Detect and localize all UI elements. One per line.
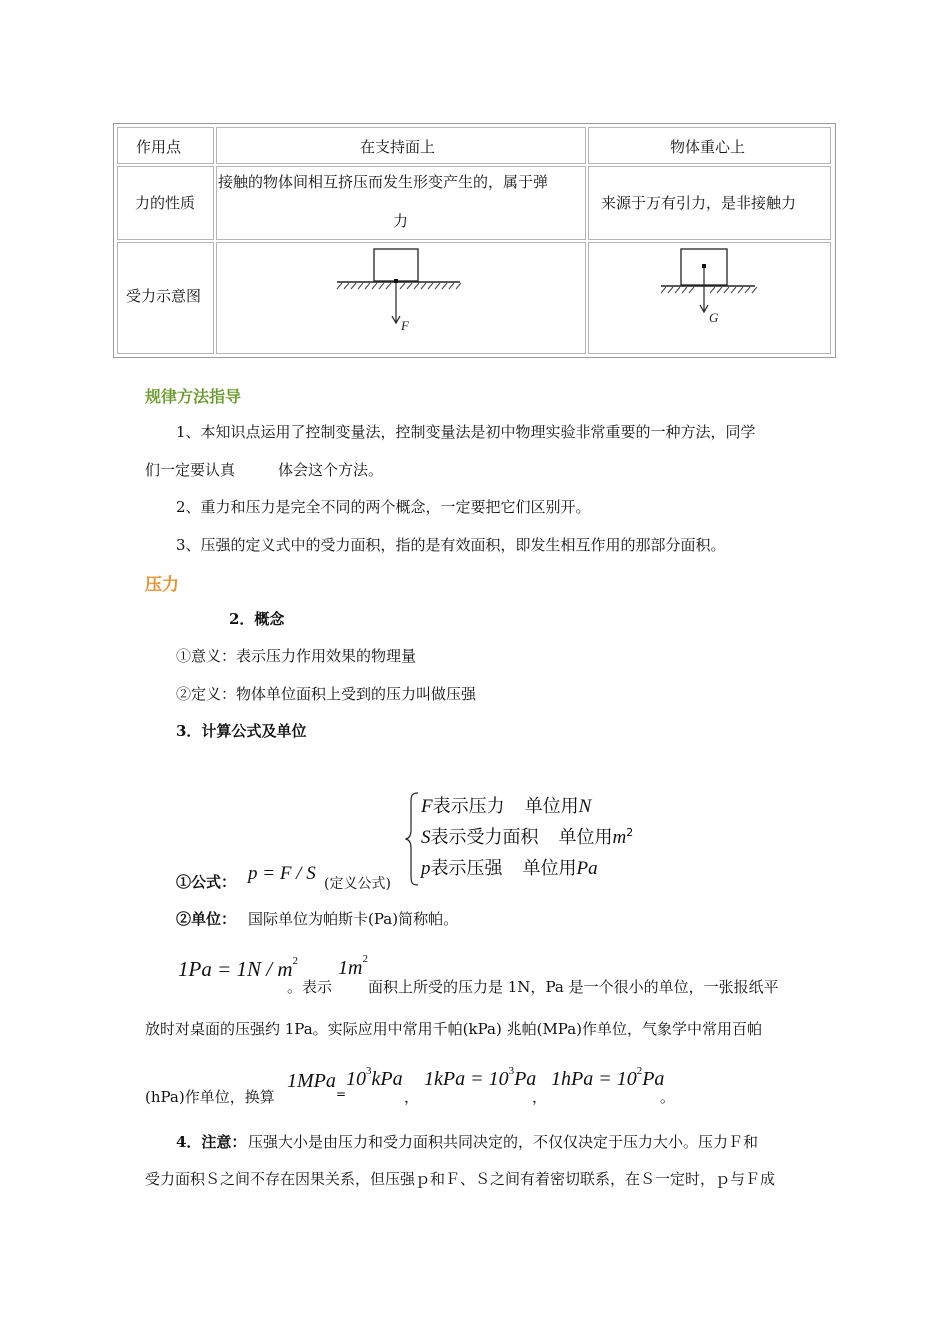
note-label: 4．注意： bbox=[176, 1133, 247, 1151]
unit-label: ②单位： bbox=[176, 910, 237, 928]
gravity-force-diagram bbox=[657, 246, 767, 346]
pressure-nature-line1: 接触的物体间相互挤压而发生形变产生的，属于弹 bbox=[218, 173, 549, 191]
hpa-prefix: (hPa)作单位，换算 bbox=[145, 1088, 275, 1106]
show-text: 。表示 bbox=[287, 978, 333, 996]
table-cell bbox=[588, 127, 831, 164]
brace-line-p: p表示压强 单位用Pa bbox=[421, 858, 598, 879]
pressure-force-diagram bbox=[332, 246, 472, 346]
formula-note: (定义公式) bbox=[324, 876, 391, 892]
period-end: 。 bbox=[660, 1088, 676, 1106]
note-line2: 受力面积Ｓ之间不存在因果关系，但压强ｐ和Ｆ、Ｓ之间有着密切联系，在Ｓ一定时，ｐ与Ｆ成 bbox=[145, 1170, 776, 1188]
table-cell bbox=[117, 127, 214, 164]
method-para1-line2a: 们一定要认真 bbox=[145, 461, 236, 479]
curly-brace-icon bbox=[405, 792, 419, 886]
pressure-action-point: 在支持面上 bbox=[360, 138, 436, 156]
method-para3: 3、压强的定义式中的受力面积，指的是有效面积，即发生相互作用的那部分面积。 bbox=[176, 536, 726, 554]
symbol-brace-block bbox=[405, 790, 665, 886]
definition-line: ②定义：物体单位面积上受到的压力叫做压强 bbox=[176, 685, 477, 703]
concept-heading: 2．概念 bbox=[229, 610, 285, 628]
row-label-force-nature: 力的性质 bbox=[135, 194, 196, 212]
conv-mpa-left: 1MPa bbox=[287, 1070, 336, 1092]
force-g-label: G bbox=[709, 310, 719, 325]
comma-2: ， bbox=[532, 1088, 548, 1106]
note-line1: 压强大小是由压力和受力面积共同决定的，不仅仅决定于压力大小。压力Ｆ和 bbox=[248, 1133, 759, 1151]
method-para1-line2b: 体会这个方法。 bbox=[278, 461, 384, 479]
brace-line-f: F表示压力 单位用N bbox=[421, 796, 592, 817]
method-guide-title: 规律方法指导 bbox=[145, 387, 242, 406]
table-cell bbox=[588, 166, 831, 240]
table-cell bbox=[117, 242, 214, 354]
conv-hpa: $1hPa = 10^2Pa$ bbox=[551, 1065, 665, 1090]
gravity-action-point: 物体重心上 bbox=[670, 138, 746, 156]
method-para1-line1: 1、本知识点运用了控制变量法，控制变量法是初中物理实验非常重要的一种方法，同学 bbox=[176, 423, 756, 441]
area-text: 面积上所受的压力是 1N，Pa 是一个很小的单位，一张报纸平 bbox=[368, 978, 779, 996]
comparison-table bbox=[113, 123, 836, 358]
force-f-label: F bbox=[401, 318, 409, 333]
table-cell bbox=[117, 166, 214, 240]
formula-label: ①公式： bbox=[176, 873, 237, 891]
pascal-equation: $1Pa = 1N / m^2$ bbox=[178, 955, 299, 981]
table-cell bbox=[216, 127, 586, 164]
unit-text: 国际单位为帕斯卡(Pa)简称帕。 bbox=[248, 910, 459, 928]
formula-heading: 3．计算公式及单位 bbox=[176, 722, 307, 740]
newspaper-line: 放时对桌面的压强约 1Pa。实际应用中常用千帕(kPa) 兆帕(MPa)作单位，气象学中常用百帕 bbox=[145, 1020, 763, 1038]
conv-mpa-right: $10^3kPa$ bbox=[346, 1065, 403, 1090]
pressure-nature-line2: 力 bbox=[393, 212, 409, 230]
conv-kpa: $1kPa = 10^3Pa$ bbox=[424, 1065, 537, 1090]
pressure-section-title: 压力 bbox=[145, 575, 179, 595]
row-label-action-point: 作用点 bbox=[136, 138, 182, 156]
table-cell bbox=[216, 242, 586, 354]
method-para2: 2、重力和压力是完全不同的两个概念，一定要把它们区别开。 bbox=[176, 498, 591, 516]
meaning-line: ①意义：表示压力作用效果的物理量 bbox=[176, 647, 417, 665]
table-cell bbox=[216, 166, 586, 240]
square-meter-expr: $1m^2$ bbox=[338, 953, 368, 979]
table-cell bbox=[588, 242, 831, 354]
gravity-nature: 来源于万有引力，是非接触力 bbox=[601, 194, 797, 212]
pressure-formula: p = F / S bbox=[248, 863, 316, 884]
conv-mpa-equals: = bbox=[336, 1087, 347, 1101]
comma-1: ， bbox=[404, 1088, 420, 1106]
brace-line-s: S表示受力面积 单位用$m^2$ bbox=[421, 826, 634, 848]
row-label-force-diagram: 受力示意图 bbox=[126, 287, 202, 305]
